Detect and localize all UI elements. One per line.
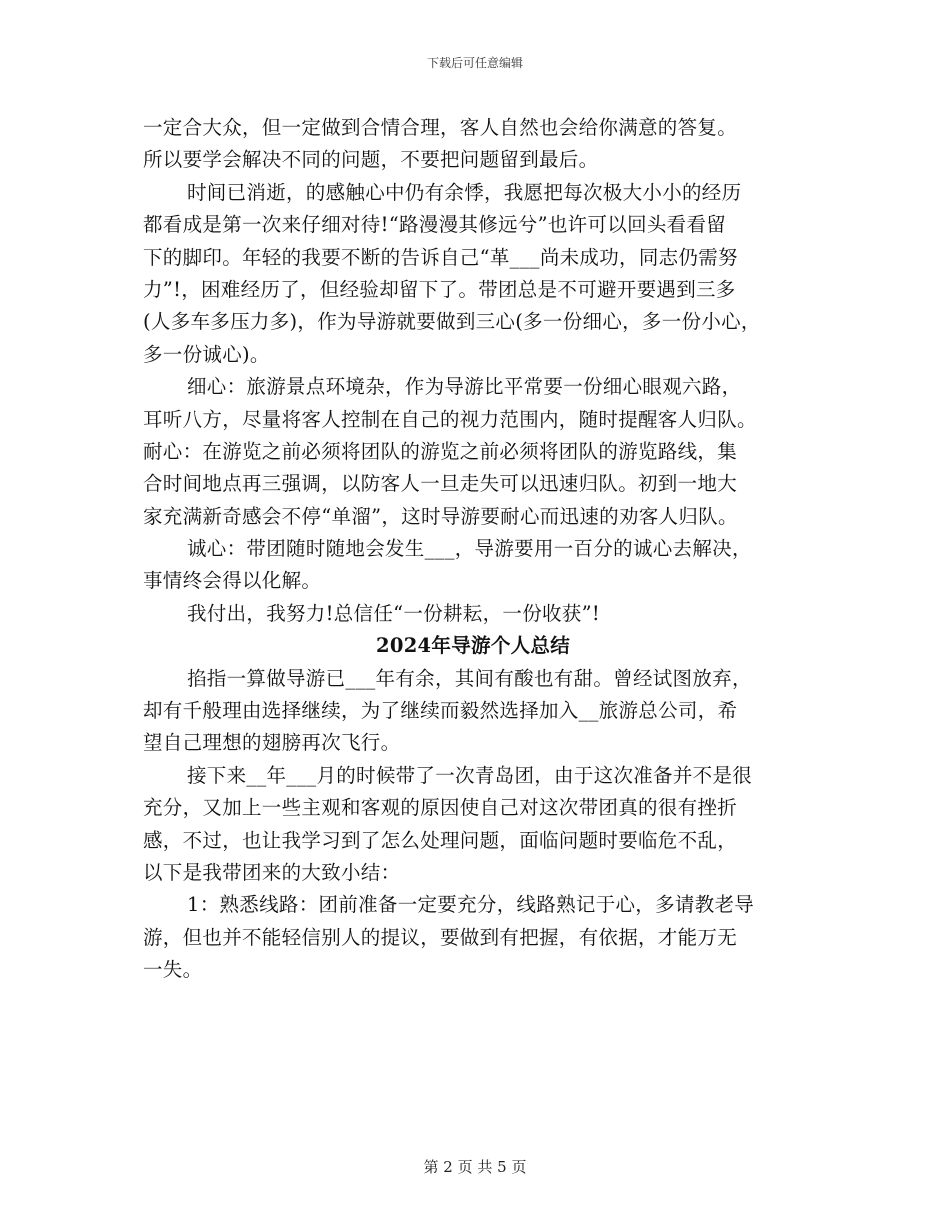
paragraph-line: 我付出，我努力!总信任“一份耕耘，一份收获”! <box>187 601 601 625</box>
paragraph-line: 掐指一算做导游已___年有余，其间有酸也有甜。曾经试图放弃， <box>187 666 752 690</box>
paragraph-line: 细心：旅游景点环境杂，作为导游比平常要一份细心眼观六路， <box>187 375 742 399</box>
paragraph-line: 耳听八方，尽量将客人控制在自己的视力范围内，随时提醒客人归队。 <box>143 407 757 431</box>
section-title: 2024年导游个人总结 <box>375 634 571 658</box>
paragraph-line: 合时间地点再三强调，以防客人一旦走失可以迅速归队。初到一地大 <box>143 472 738 496</box>
paragraph-line: 下的脚印。年轻的我要不断的告诉自己“革___尚未成功，同志仍需努 <box>143 245 738 269</box>
paragraph-line: 耐心：在游览之前必须将团队的游览之前必须将团队的游览路线，集 <box>143 439 738 463</box>
page-number: 第 2 页 共 5 页 <box>423 1158 527 1176</box>
paragraph-line: 都看成是第一次来仔细对待!“路漫漫其修远兮”也许可以回头看看留 <box>143 213 727 237</box>
paragraph-line: 诚心：带团随时随地会发生___，导游要用一百分的诚心去解决， <box>187 537 752 561</box>
paragraph-line: 所以要学会解决不同的问题，不要把问题留到最后。 <box>143 148 599 172</box>
paragraph-line: 一定合大众，但一定做到合情合理，客人自然也会给你满意的答复。 <box>143 116 738 139</box>
header-note: 下载后可任意编辑 <box>426 56 523 70</box>
paragraph-line: 时间已消逝，的感触心中仍有余悸，我愿把每次极大小小的经历 <box>187 180 742 204</box>
paragraph-line: 力”!，困难经历了，但经验却留下了。带团总是不可避开要遇到三多 <box>143 277 736 301</box>
paragraph-line: 却有千般理由选择继续，为了继续而毅然选择加入__旅游总公司，希 <box>143 699 738 723</box>
paragraph-line: 游，但也并不能轻信别人的提议，要做到有把握，有依据，才能万无 <box>143 925 738 949</box>
paragraph-line: 充分，又加上一些主观和客观的原因使自己对这次带团真的很有挫折 <box>143 796 738 820</box>
document-body <box>143 112 813 987</box>
paragraph-line: 多一份诚心)。 <box>143 342 270 366</box>
paragraph-line: 感，不过，也让我学习到了怎么处理问题，面临问题时要临危不乱， <box>143 828 738 852</box>
paragraph-line: (人多车多压力多)，作为导游就要做到三心(多一份细心，多一份小心， <box>143 310 761 334</box>
paragraph-line: 家充满新奇感会不停“单溜”，这时导游要耐心而迅速的劝客人归队。 <box>143 504 738 528</box>
paragraph-line: 1：熟悉线路：团前准备一定要充分，线路熟记于心，多请教老导 <box>187 893 755 917</box>
paragraph-line: 事情终会得以化解。 <box>143 569 322 593</box>
paragraph-line: 以下是我带团来的大致小结： <box>143 860 401 884</box>
paragraph-line: 一失。 <box>143 958 203 982</box>
paragraph-line: 望自己理想的翅膀再次飞行。 <box>143 731 401 755</box>
paragraph-line: 接下来__年___月的时候带了一次青岛团，由于这次准备并不是很 <box>187 763 753 787</box>
